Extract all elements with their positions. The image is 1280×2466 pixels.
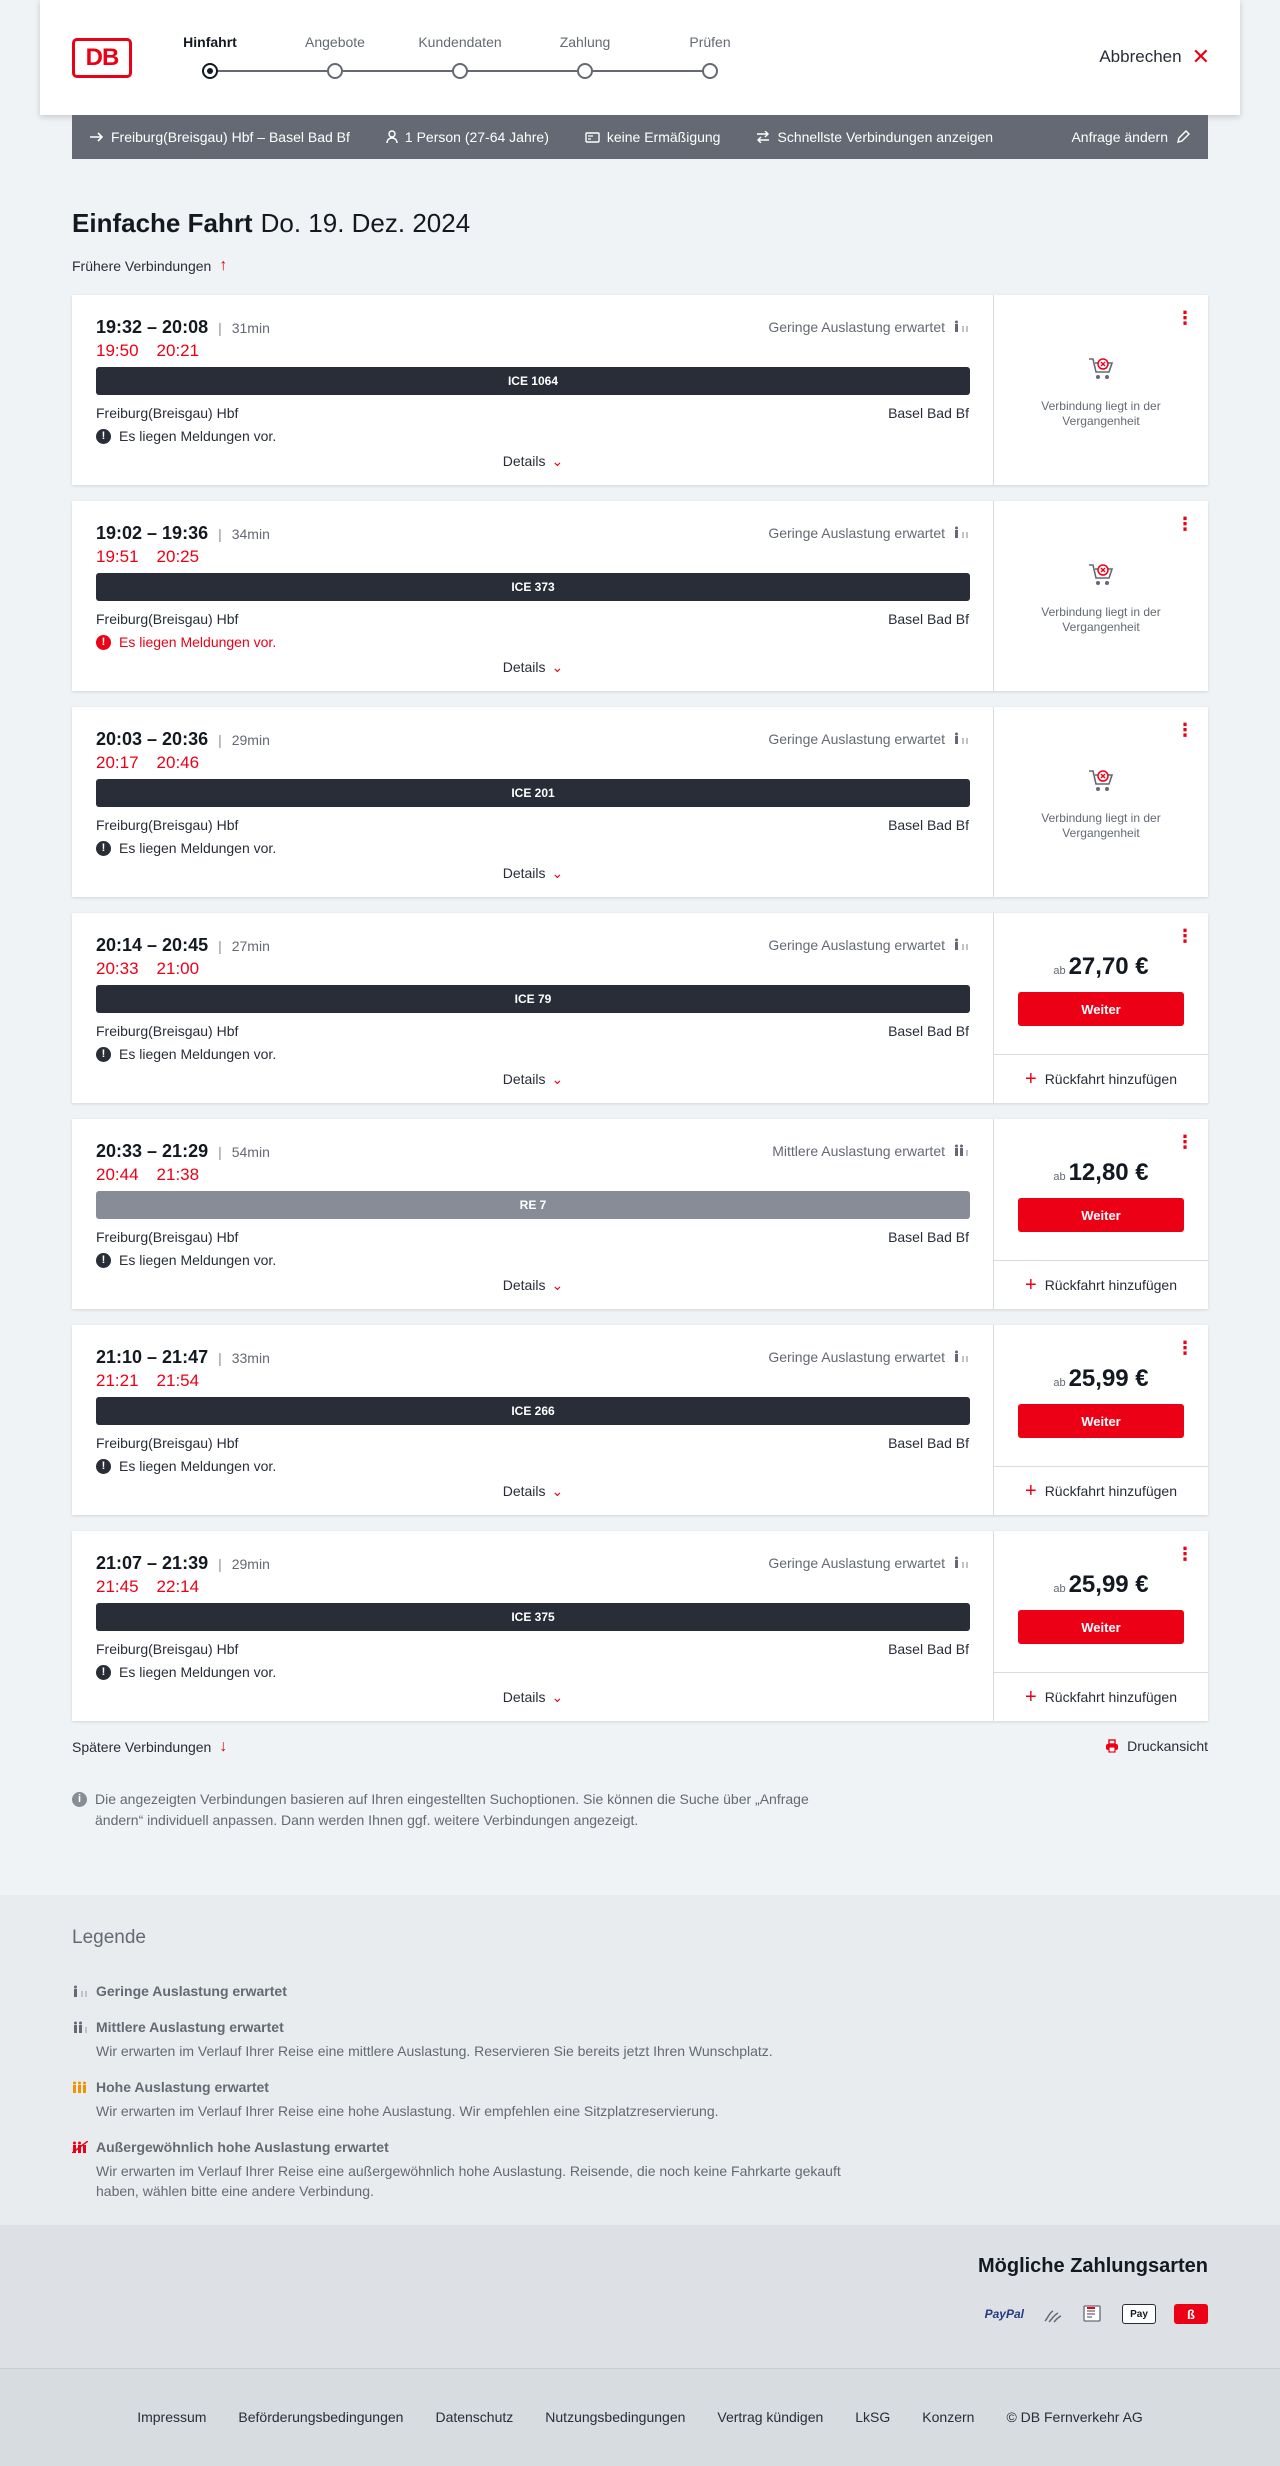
- occupancy-low-icon: [953, 525, 969, 541]
- price-value: 27,70 €: [1068, 953, 1149, 980]
- realtime-arrival: 20:21: [156, 341, 200, 360]
- realtime-times: [96, 1165, 199, 1185]
- duration: 54min: [231, 1144, 270, 1160]
- arrow-down-icon: ↓: [219, 1738, 228, 1755]
- notice-text: Es liegen Meldungen vor.: [119, 428, 277, 444]
- legend-desc: Wir erwarten im Verlauf Ihrer Reise eine außergewöhnlich hohe Auslastung. Reisende, die noch keine Fahrkarte gekauft haben, wählen bitte eine andere Verbindung.: [96, 2163, 841, 2199]
- realtime-departure: 20:44: [96, 1165, 139, 1184]
- print-view-link[interactable]: [1105, 1738, 1208, 1754]
- footer-link-lksg[interactable]: LkSG: [855, 2409, 891, 2425]
- train-bar: ICE 1064: [96, 367, 970, 395]
- details-label: Details: [502, 1689, 546, 1705]
- occupancy-text: Mittlere Auslastung erwartet: [772, 1143, 945, 1159]
- payment-title: Mögliche Zahlungsarten: [977, 2255, 1208, 2277]
- add-return-button[interactable]: [994, 1054, 1208, 1103]
- discount-text: keine Ermäßigung: [606, 129, 721, 145]
- offer-panel: [994, 707, 1208, 897]
- printer-icon: [1105, 1739, 1119, 1753]
- search-summary-bar: [72, 115, 1208, 159]
- person-icon: [386, 130, 398, 144]
- scheduled-time: 19:32 – 20:08: [96, 317, 209, 337]
- add-return-label: Rückfahrt hinzufügen: [1044, 1071, 1177, 1087]
- trip-type: Einfache Fahrt: [72, 208, 253, 238]
- separator: |: [218, 1144, 222, 1160]
- add-return-label: Rückfahrt hinzufügen: [1044, 1483, 1177, 1499]
- price-prefix: ab: [1053, 1583, 1066, 1595]
- later-label: Spätere Verbindungen: [72, 1739, 212, 1755]
- realtime-times: [96, 1577, 199, 1597]
- details-toggle[interactable]: [72, 865, 994, 882]
- connection-card: [72, 295, 1208, 485]
- arrival-station: Basel Bad Bf: [888, 1023, 969, 1039]
- arrival-station: Basel Bad Bf: [888, 611, 969, 627]
- train-bar: ICE 266: [96, 1397, 970, 1425]
- departure-station: Freiburg(Breisgau) Hbf: [96, 611, 239, 627]
- cancel-label: Abbrechen: [1099, 47, 1182, 66]
- details-toggle[interactable]: [72, 1483, 994, 1500]
- apple-pay-icon: [1122, 2304, 1156, 2324]
- connection-card: [72, 1119, 1208, 1309]
- arrival-station: Basel Bad Bf: [888, 1229, 969, 1245]
- step-label: Zahlung: [559, 34, 611, 50]
- scheduled-time: 20:03 – 20:36: [96, 729, 209, 749]
- footer-link-datenschutz[interactable]: Datenschutz: [435, 2409, 514, 2425]
- plus-icon: +: [1025, 1067, 1037, 1090]
- realtime-times: [96, 341, 199, 361]
- notice-text: Es liegen Meldungen vor.: [119, 1046, 277, 1062]
- sepa-icon: [1082, 2303, 1104, 2325]
- scheduled-time: 21:07 – 21:39: [96, 1553, 209, 1573]
- add-return-label: Rückfahrt hinzufügen: [1044, 1277, 1177, 1293]
- legend-head: Mittlere Auslastung erwartet: [96, 2019, 284, 2035]
- pencil-icon: [1176, 130, 1190, 144]
- legend-item-medium: [72, 2019, 872, 2061]
- step-hinfahrt[interactable]: [150, 34, 270, 79]
- duration: 34min: [231, 526, 270, 542]
- legend-head: Hohe Auslastung erwartet: [96, 2079, 269, 2095]
- past-connection-text: Verbindung liegt in der Vergangenheit: [1041, 605, 1161, 634]
- warning-icon: !: [96, 1253, 111, 1268]
- price-prefix: ab: [1053, 1377, 1066, 1389]
- past-connection-info: [994, 561, 1208, 635]
- footer: [0, 2368, 1280, 2466]
- step-dot: [577, 63, 593, 79]
- continue-button[interactable]: Weiter: [1018, 1404, 1184, 1438]
- step-kundendaten[interactable]: [400, 34, 520, 79]
- legend-desc: Wir erwarten im Verlauf Ihrer Reise eine mittlere Auslastung. Reservieren Sie bereits jetzt Ihren Wunschplatz.: [96, 2043, 773, 2059]
- offer-panel: [994, 913, 1208, 1103]
- details-label: Details: [502, 1277, 546, 1293]
- plus-icon: +: [1025, 1479, 1037, 1502]
- cart-disabled-icon: [1086, 370, 1116, 387]
- payment-methods-section: [0, 2225, 1280, 2368]
- legend-head: Außergewöhnlich hohe Auslastung erwartet: [96, 2139, 389, 2155]
- db-wallet-icon: ß: [1174, 2304, 1208, 2324]
- realtime-departure: 20:17: [96, 753, 139, 772]
- train-bar: ICE 373: [96, 573, 970, 601]
- connection-times: [96, 935, 270, 956]
- more-options-icon[interactable]: ⋮: [1176, 514, 1194, 534]
- realtime-departure: 19:50: [96, 341, 139, 360]
- occupancy-low-icon: [953, 1349, 969, 1365]
- occupancy-info: [768, 1555, 969, 1571]
- realtime-times: [96, 547, 199, 567]
- info-note-text: Die angezeigten Verbindungen basieren auf Ihren eingestellten Suchoptionen. Sie können die Suche über „Anfrage ändern“ individuell anpassen. Dann werden Ihnen ggf. weitere Verbindungen angezeigt.: [95, 1791, 809, 1828]
- warning-icon: !: [96, 841, 111, 856]
- details-toggle[interactable]: [72, 453, 994, 470]
- notice-text: Es liegen Meldungen vor.: [119, 1252, 277, 1268]
- scheduled-time: 21:10 – 21:47: [96, 1347, 209, 1367]
- cart-disabled-icon: [1086, 576, 1116, 593]
- price-value: 25,99 €: [1068, 1571, 1149, 1598]
- offer-panel: [994, 295, 1208, 485]
- occupancy-low-icon: [72, 1985, 88, 1997]
- fastest-text: Schnellste Verbindungen anzeigen: [777, 129, 994, 145]
- departure-station: Freiburg(Breisgau) Hbf: [96, 817, 239, 833]
- train-bar: RE 7: [96, 1191, 970, 1219]
- chevron-down-icon: ⌄: [551, 1071, 564, 1087]
- notice-message: [96, 634, 276, 650]
- legend-section: [0, 1895, 1280, 2225]
- edit-request-label: Anfrage ändern: [1071, 129, 1168, 145]
- price-value: 25,99 €: [1068, 1365, 1149, 1392]
- details-toggle[interactable]: [72, 1689, 994, 1706]
- chevron-down-icon: ⌄: [551, 1483, 564, 1499]
- chevron-down-icon: ⌄: [551, 453, 564, 469]
- occupancy-text: Geringe Auslastung erwartet: [768, 525, 945, 541]
- occupancy-info: [772, 1143, 969, 1159]
- connection-details[interactable]: [72, 501, 994, 691]
- occupancy-text: Geringe Auslastung erwartet: [768, 319, 945, 335]
- close-icon: ✕: [1191, 44, 1210, 69]
- add-return-button[interactable]: [994, 1466, 1208, 1515]
- occupancy-info: [768, 937, 969, 953]
- arrival-station: Basel Bad Bf: [888, 405, 969, 421]
- realtime-departure: 20:33: [96, 959, 139, 978]
- occupancy-low-icon: [953, 319, 969, 335]
- details-toggle[interactable]: [72, 659, 994, 676]
- trip-date: Do. 19. Dez. 2024: [260, 208, 471, 238]
- notice-message: [96, 1046, 276, 1062]
- separator: |: [218, 526, 222, 542]
- notice-text: Es liegen Meldungen vor.: [119, 1664, 277, 1680]
- departure-station: Freiburg(Breisgau) Hbf: [96, 1641, 239, 1657]
- connection-times: [96, 523, 270, 544]
- notice-message: [96, 1664, 276, 1680]
- past-connection-text: Verbindung liegt in der Vergangenheit: [1041, 811, 1161, 840]
- warning-icon: !: [96, 635, 111, 650]
- print-label: Druckansicht: [1127, 1738, 1208, 1754]
- connection-times: [96, 1553, 270, 1574]
- realtime-arrival: 22:14: [156, 1577, 200, 1596]
- more-options-icon[interactable]: ⋮: [1176, 1338, 1194, 1358]
- legend-desc: Wir erwarten im Verlauf Ihrer Reise eine hohe Auslastung. Wir empfehlen eine Sitzplatzreservierung.: [96, 2103, 719, 2119]
- legend-head: Geringe Auslastung erwartet: [96, 1983, 287, 1999]
- card-icon: [585, 132, 600, 143]
- arrival-station: Basel Bad Bf: [888, 1435, 969, 1451]
- price: [994, 1365, 1208, 1393]
- connection-card: [72, 1531, 1208, 1721]
- notice-message: [96, 1458, 276, 1474]
- footer-copyright: © DB Fernverkehr AG: [1006, 2409, 1143, 2425]
- more-options-icon[interactable]: ⋮: [1176, 926, 1194, 946]
- scheduled-time: 19:02 – 19:36: [96, 523, 209, 543]
- continue-button[interactable]: Weiter: [1018, 1610, 1184, 1644]
- offer-panel: [994, 1119, 1208, 1309]
- duration: 29min: [231, 1556, 270, 1572]
- departure-station: Freiburg(Breisgau) Hbf: [96, 405, 239, 421]
- route-summary: [90, 129, 350, 145]
- legend-item-very-high: [72, 2139, 872, 2201]
- warning-icon: !: [96, 1047, 111, 1062]
- step-angebote[interactable]: [275, 34, 395, 79]
- plus-icon: +: [1025, 1685, 1037, 1708]
- step-dot: [202, 63, 218, 79]
- price: [994, 953, 1208, 981]
- occupancy-low-icon: [953, 937, 969, 953]
- continue-button[interactable]: Weiter: [1018, 992, 1184, 1026]
- realtime-arrival: 21:00: [156, 959, 200, 978]
- occupancy-text: Geringe Auslastung erwartet: [768, 1349, 945, 1365]
- details-toggle[interactable]: [72, 1277, 994, 1294]
- direct-debit-icon: [1042, 2303, 1064, 2325]
- realtime-arrival: 21:38: [156, 1165, 200, 1184]
- connection-times: [96, 1141, 270, 1162]
- separator: |: [218, 1350, 222, 1366]
- footer-link-nutzungsbedingungen[interactable]: Nutzungsbedingungen: [545, 2409, 686, 2425]
- info-note: [72, 1789, 852, 1831]
- connection-card: [72, 501, 1208, 691]
- chevron-down-icon: ⌄: [551, 1689, 564, 1705]
- cancel-button[interactable]: [1099, 46, 1210, 68]
- occupancy-low-icon: [953, 1555, 969, 1571]
- earlier-connections-link[interactable]: [72, 257, 227, 275]
- continue-button[interactable]: Weiter: [1018, 1198, 1184, 1232]
- notice-message: [96, 428, 276, 444]
- paypal-icon: PayPal: [984, 2307, 1024, 2321]
- departure-station: Freiburg(Breisgau) Hbf: [96, 1023, 239, 1039]
- apple-pay-label: Pay: [1130, 2308, 1148, 2320]
- offer-panel: [994, 1531, 1208, 1721]
- footer-links: [0, 2409, 1280, 2425]
- connection-details[interactable]: [72, 913, 994, 1103]
- separator: |: [218, 938, 222, 954]
- warning-icon: !: [96, 429, 111, 444]
- price-prefix: ab: [1053, 965, 1066, 977]
- occupancy-text: Geringe Auslastung erwartet: [768, 731, 945, 747]
- step-label: Hinfahrt: [183, 34, 237, 50]
- legend-item-low: [72, 1983, 872, 1999]
- details-label: Details: [502, 1483, 546, 1499]
- notice-text: Es liegen Meldungen vor.: [119, 634, 277, 650]
- details-label: Details: [502, 659, 546, 675]
- occupancy-medium-icon: [953, 1143, 969, 1159]
- persons-summary: [386, 129, 549, 145]
- separator: |: [218, 732, 222, 748]
- offer-panel: [994, 1325, 1208, 1515]
- occupancy-info: [768, 1349, 969, 1365]
- footer-link-vertrag-kuendigen[interactable]: Vertrag kündigen: [717, 2409, 824, 2425]
- price: [994, 1571, 1208, 1599]
- more-options-icon[interactable]: ⋮: [1176, 1544, 1194, 1564]
- connection-card: [72, 707, 1208, 897]
- later-connections-link[interactable]: [72, 1738, 227, 1756]
- train-bar: ICE 79: [96, 985, 970, 1013]
- details-toggle[interactable]: [72, 1071, 994, 1088]
- occupancy-medium-icon: [72, 2021, 88, 2033]
- occupancy-info: [768, 731, 969, 747]
- booking-stepper: [180, 34, 760, 84]
- persons-text: 1 Person (27-64 Jahre): [404, 129, 549, 145]
- details-label: Details: [502, 453, 546, 469]
- separator: |: [218, 1556, 222, 1572]
- payment-icons: [985, 2303, 1208, 2325]
- cart-disabled-icon: [1086, 782, 1116, 799]
- notice-text: Es liegen Meldungen vor.: [119, 1458, 277, 1474]
- add-return-label: Rückfahrt hinzufügen: [1044, 1689, 1177, 1705]
- realtime-arrival: 20:25: [156, 547, 200, 566]
- occupancy-info: [768, 525, 969, 541]
- departure-station: Freiburg(Breisgau) Hbf: [96, 1435, 239, 1451]
- more-options-icon[interactable]: ⋮: [1176, 308, 1194, 328]
- separator: |: [218, 320, 222, 336]
- header: [40, 0, 1240, 115]
- route-text: Freiburg(Breisgau) Hbf – Basel Bad Bf: [111, 129, 350, 145]
- occupancy-low-icon: [953, 731, 969, 747]
- details-label: Details: [502, 865, 546, 881]
- realtime-times: [96, 1371, 199, 1391]
- add-return-button[interactable]: [994, 1260, 1208, 1309]
- occupancy-very-high-icon: [72, 2141, 88, 2153]
- connection-times: [96, 1347, 270, 1368]
- connection-details[interactable]: [72, 707, 994, 897]
- arrival-station: Basel Bad Bf: [888, 1641, 969, 1657]
- realtime-times: [96, 959, 199, 979]
- price-value: 12,80 €: [1068, 1159, 1149, 1186]
- connection-card: [72, 913, 1208, 1103]
- step-dot: [702, 63, 718, 79]
- footer-link-befoerderungsbedingungen[interactable]: Beförderungsbedingungen: [238, 2409, 404, 2425]
- price-prefix: ab: [1053, 1171, 1066, 1183]
- chevron-down-icon: ⌄: [551, 1277, 564, 1293]
- arrow-up-icon: ↑: [219, 257, 228, 274]
- connection-details[interactable]: [72, 1531, 994, 1721]
- past-connection-info: [994, 355, 1208, 429]
- chevron-down-icon: ⌄: [551, 865, 564, 881]
- notice-message: [96, 1252, 276, 1268]
- occupancy-high-icon: [72, 2081, 88, 2093]
- step-dot: [452, 63, 468, 79]
- plus-icon: +: [1025, 1273, 1037, 1296]
- occupancy-info: [768, 319, 969, 335]
- scheduled-time: 20:14 – 20:45: [96, 935, 209, 955]
- scheduled-time: 20:33 – 21:29: [96, 1141, 209, 1161]
- connection-details[interactable]: [72, 295, 994, 485]
- past-connection-text: Verbindung liegt in der Vergangenheit: [1041, 399, 1161, 428]
- edit-request-button[interactable]: [1071, 129, 1190, 145]
- discount-summary: [585, 129, 721, 145]
- occupancy-text: Geringe Auslastung erwartet: [768, 1555, 945, 1571]
- chevron-down-icon: ⌄: [551, 659, 564, 675]
- add-return-button[interactable]: [994, 1672, 1208, 1721]
- fastest-summary: [756, 129, 993, 145]
- arrow-right-icon: [90, 132, 104, 142]
- connection-times: [96, 729, 270, 750]
- legend-title: Legende: [72, 1927, 146, 1948]
- connection-card: [72, 1325, 1208, 1515]
- connection-details[interactable]: [72, 1119, 994, 1309]
- db-logo-text: DB: [85, 44, 119, 71]
- offer-panel: [994, 501, 1208, 691]
- footer-link-impressum[interactable]: Impressum: [137, 2409, 207, 2425]
- swap-arrows-icon: [756, 131, 770, 143]
- step-label: Kundendaten: [418, 34, 502, 50]
- warning-icon: !: [96, 1665, 111, 1680]
- more-options-icon[interactable]: ⋮: [1176, 720, 1194, 740]
- step-pruefen[interactable]: [650, 34, 770, 79]
- notice-text: Es liegen Meldungen vor.: [119, 840, 277, 856]
- details-label: Details: [502, 1071, 546, 1087]
- duration: 29min: [231, 732, 270, 748]
- train-bar: ICE 201: [96, 779, 970, 807]
- past-connection-info: [994, 767, 1208, 841]
- realtime-times: [96, 753, 199, 773]
- footer-link-konzern[interactable]: Konzern: [922, 2409, 975, 2425]
- info-icon: i: [72, 1792, 87, 1807]
- step-dot: [327, 63, 343, 79]
- realtime-departure: 21:45: [96, 1577, 139, 1596]
- more-options-icon[interactable]: ⋮: [1176, 1132, 1194, 1152]
- duration: 31min: [231, 320, 270, 336]
- step-label: Prüfen: [689, 34, 731, 50]
- step-label: Angebote: [305, 34, 365, 50]
- page-title: [72, 208, 470, 239]
- connection-details[interactable]: [72, 1325, 994, 1515]
- duration: 27min: [231, 938, 270, 954]
- price: [994, 1159, 1208, 1187]
- legend-item-high: [72, 2079, 872, 2121]
- warning-icon: !: [96, 1459, 111, 1474]
- departure-station: Freiburg(Breisgau) Hbf: [96, 1229, 239, 1245]
- arrival-station: Basel Bad Bf: [888, 817, 969, 833]
- duration: 33min: [231, 1350, 270, 1366]
- db-logo[interactable]: [72, 38, 132, 78]
- earlier-label: Frühere Verbindungen: [72, 258, 212, 274]
- step-zahlung[interactable]: [525, 34, 645, 79]
- train-bar: ICE 375: [96, 1603, 970, 1631]
- realtime-departure: 19:51: [96, 547, 139, 566]
- realtime-departure: 21:21: [96, 1371, 139, 1390]
- realtime-arrival: 21:54: [156, 1371, 200, 1390]
- occupancy-text: Geringe Auslastung erwartet: [768, 937, 945, 953]
- connection-times: [96, 317, 270, 338]
- realtime-arrival: 20:46: [156, 753, 200, 772]
- notice-message: [96, 840, 276, 856]
